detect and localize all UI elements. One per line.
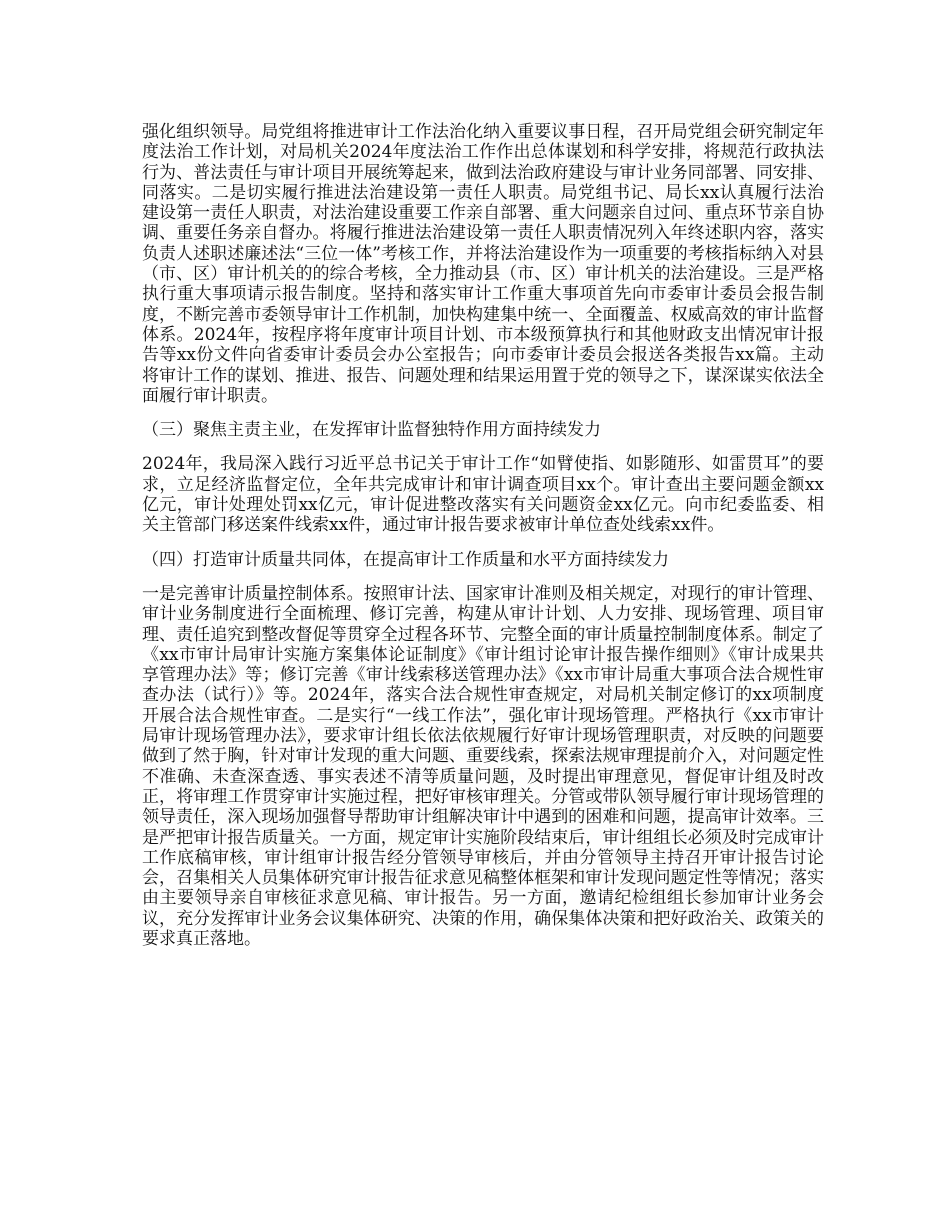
document-page — [142, 122, 824, 949]
section-heading-3: （三）聚焦主责主业，在发挥审计监督独特作用方面持续发力 — [142, 420, 601, 441]
body-paragraph-audit-results: 2024年，我局深入践行习近平总书记关于审计工作“如臂使指、如影随形、如雷贯耳”的要求，立足经济监督定位，全年共完成审计和审计调查项目xx个。审计查出主要问题金额xx亿元，审计处理处罚xx亿元，审计促进整改落实有关问题资金xx亿元。向市纪委监委、相关主管部门移送案件线索xx件，通过审计报告要求被审计单位查处线索xx件。 — [142, 454, 824, 536]
body-paragraph-organization: 强化组织领导。局党组将推进审计工作法治化纳入重要议事日程，召开局党组会研究制定年度法治工作计划，对局机关2024年度法治工作作出总体谋划和科学安排，将规范行政执法行为、普法责任与审计项目开展统筹起来，做到法治政府建设与审计业务同部署、同安排、同落实。二是切实履行推进法治建设第一责任人职责。局党组书记、局长xx认真履行法治建设第一责任人职责，对法治建设重要工作亲自部署、重大问题亲自过问、重点环节亲自协调、重要任务亲自督办。将履行推进法治建设第一责任人职责情况列入年终述职内容，落实负责人述职述廉述法“三位一体”考核工作，并将法治建设作为一项重要的考核指标纳入对县（市、区）审计机关的的综合考核，全力推动县（市、区）审计机关的法治建设。三是严格执行重大事项请示报告制度。坚持和落实审计工作重大事项首先向市委审计委员会报告制度，不断完善市委领导审计工作机制，加快构建集中统一、全面覆盖、权威高效的审计监督体系。2024年，按程序将年度审计项目计划、市本级预算执行和其他财政支出情况审计报告等xx份文件向省委审计委员会办公室报告；向市委审计委员会报送各类报告xx篇。主动将审计工作的谋划、推进、报告、问题处理和结果运用置于党的领导之下，谋深谋实依法全面履行审计职责。 — [142, 122, 824, 406]
body-paragraph-quality-control: 一是完善审计质量控制体系。按照审计法、国家审计准则及相关规定，对现行的审计管理、审计业务制度进行全面梳理、修订完善，构建从审计计划、人力安排、现场管理、项目审理、责任追究到整改督促等贯穿全过程各环节、完整全面的审计质量控制制度体系。制定了《xx市审计局审计实施方案集体论证制度》《审计组讨论审计报告操作细则》《审计成果共享管理办法》等；修订完善《审计线索移送管理办法》《xx市审计局重大事项合法合规性审查办法（试行）》等。2024年，落实合法合规性审查规定，对局机关制定修订的xx项制度开展合法合规性审查。二是实行“一线工作法”，强化审计现场管理。严格执行《xx市审计局审计现场管理办法》，要求审计组长依法依规履行好审计现场管理职责，对反映的问题要做到了然于胸，针对审计发现的重大问题、重要线索，探索法规审理提前介入，对问题定性不准确、未查深查透、事实表述不清等质量问题，及时提出审理意见，督促审计组及时改正，将审理工作贯穿审计实施过程，把好审核审理关。分管或带队领导履行审计现场管理的领导责任，深入现场加强督导帮助审计组解决审计中遇到的困难和问题，提高审计效率。三是严把审计报告质量关。一方面，规定审计实施阶段结束后，审计组组长必须及时完成审计工作底稿审核，审计组审计报告经分管领导审核后，并由分管领导主持召开审计报告讨论会，召集相关人员集体研究审计报告征求意见稿整体框架和审计发现问题定性等情况；落实由主要领导亲自审核征求意见稿、审计报告。另一方面，邀请纪检组组长参加审计业务会议，充分发挥审计业务会议集体研究、决策的作用，确保集体决策和把好政治关、政策关的要求真正落地。 — [142, 583, 824, 949]
section-heading-4: （四）打造审计质量共同体，在提高审计工作质量和水平方面持续发力 — [142, 549, 669, 570]
